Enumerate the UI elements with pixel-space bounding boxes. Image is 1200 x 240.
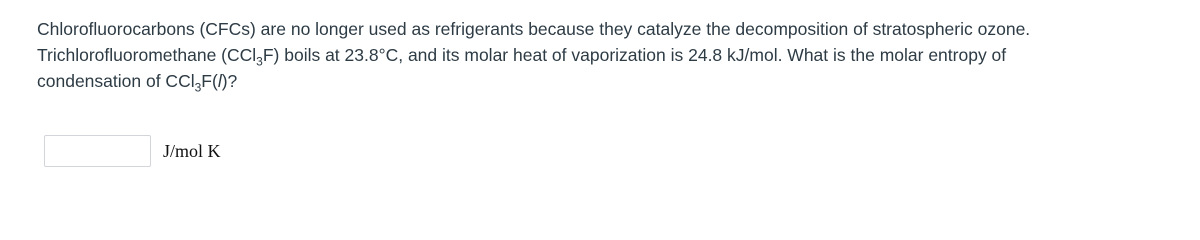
liquid-state-symbol: l: [217, 71, 222, 91]
question-line-3-text-b: F(: [201, 71, 218, 91]
question-line-3: [37, 68, 1177, 94]
question-line-2-text-b: F) boils at 23.8°C, and its molar heat of vaporization is 24.8 kJ/mol. What is the molar entropy of: [262, 45, 1007, 65]
answer-row: [44, 135, 221, 167]
question-line-3-text-a: condensation of CCl: [37, 71, 195, 91]
question-line-1-text: Chlorofluorocarbons (CFCs) are no longer used as refrigerants because they catalyze the decomposition of stratospheric ozone.: [37, 19, 1031, 39]
question-line-2: [37, 42, 1177, 68]
unit-label: J/mol K: [163, 140, 221, 161]
question-line-2-text-a: Trichlorofluoromethane (CCl: [37, 45, 257, 65]
subscript-3: 3: [256, 54, 263, 69]
question-text: [37, 16, 1177, 94]
question-line-1: [37, 16, 1177, 42]
subscript-3: 3: [194, 80, 202, 95]
question-line-3-text-c: )?: [221, 71, 238, 91]
answer-input[interactable]: [44, 135, 151, 167]
